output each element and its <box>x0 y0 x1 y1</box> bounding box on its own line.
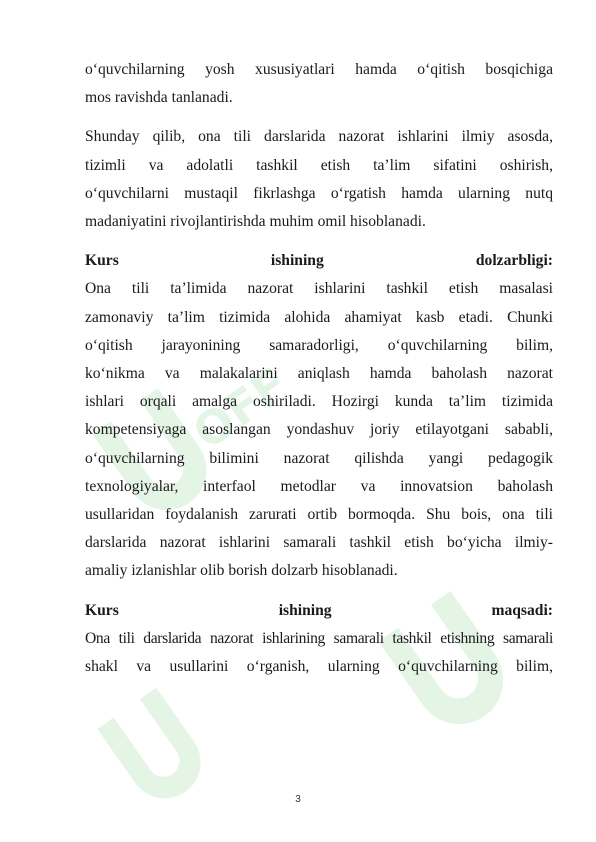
intro-paragraph <box>85 56 553 112</box>
text-line: zamonaviy ta’lim tizimida alohida ahamiyat kasb etadi. Chunki <box>85 308 553 326</box>
text-line: tizimli va adolatli tashkil etish ta’lim sifatini oshirish, <box>85 156 553 174</box>
heading-word: ishining <box>270 252 324 270</box>
text-line: ishlari orqali amalga oshiriladi. Hozirgi kunda ta’lim tizimida <box>85 393 553 411</box>
text-line: amaliy izlanishlar olib borish dolzarb hisoblanadi. <box>85 562 398 580</box>
heading-word: Kurs <box>85 601 119 619</box>
relevance-heading <box>85 247 553 275</box>
text-line: o‘quvchilarning bilimini nazorat qilishda yangi pedagogik <box>85 449 553 467</box>
text-line: ko‘nikma va malakalarini aniqlash hamda baholash nazorat <box>85 365 553 383</box>
conclusion-paragraph <box>85 123 553 236</box>
text-line: o‘quvchilarning yosh xususiyatlari hamda o‘qitish bosqichiga <box>85 61 553 78</box>
text-line: usullaridan foydalanish zarurati ortib bormoqda. Shu bois, ona tili <box>85 506 553 524</box>
page-number: 3 <box>295 794 301 805</box>
text-line: Ona tili ta’limida nazorat ishlarini tashkil etish masalasi <box>85 280 553 298</box>
heading-word: ishining <box>278 601 332 619</box>
text-line: shakl va usullarini o‘rganish, ularning o‘quvchilarning bilim, <box>85 658 553 676</box>
text-line: texnologiyalar, interfaol metodlar va innovatsion baholash <box>85 477 553 495</box>
purpose-section <box>85 597 553 682</box>
heading-word: dolzarbligi: <box>475 252 553 270</box>
text-line: kompetensiyaga asoslangan yondashuv joriy etilayotgani sababli, <box>85 421 553 439</box>
text-line: Shunday qilib, ona tili darslarida nazorat ishlarini ilmiy asosda, <box>85 128 553 146</box>
body-text <box>85 56 553 692</box>
text-line: o‘qitish jarayonining samaradorligi, o‘quvchilarning bilim, <box>85 336 553 354</box>
text-line: o‘quvchilarni mustaqil fikrlashga o‘rgatish hamda ularning nutq <box>85 184 553 202</box>
text-line: Ona tili darslarida nazorat ishlarining samarali tashkil etishning samarali <box>85 629 553 647</box>
heading-word: Kurs <box>85 252 119 270</box>
relevance-section <box>85 247 553 585</box>
text-line: mos ravishda tanlanadi. <box>85 89 233 107</box>
purpose-heading <box>85 597 553 625</box>
svg-text:OFF: OFF <box>183 357 298 460</box>
text-line: madaniyatini rivojlantirishda muhim omil hisoblanadi. <box>85 213 426 231</box>
heading-word: maqsadi: <box>491 601 553 619</box>
text-line: darslarida nazorat ishlarini samarali tashkil etish bo‘yicha ilmiy- <box>85 534 553 552</box>
